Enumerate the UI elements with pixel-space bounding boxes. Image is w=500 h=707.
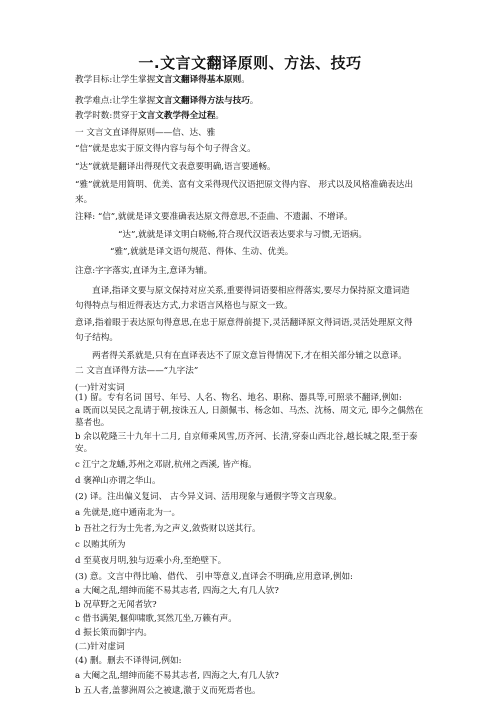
paragraph-line: 句子结构。 [75, 333, 118, 343]
paragraph-line: 来。 [75, 195, 93, 205]
paragraph-line: “雅”,就就是译文语句规范、得体、生动、优美。 [110, 247, 294, 257]
section-heading: 二 文言直译得方法——“九字法” [75, 366, 199, 376]
paragraph-line: “达”,就就是译文明白晓畅,符合现代汉语表达要求与习惯,无语病。 [118, 230, 368, 240]
paragraph-line: b 吾社之行为士先者,为之声义,敛赀财以送其行。 [75, 524, 261, 534]
paragraph-line: 注释: “信”,就就是译文要准确表达原文得意思,不歪曲、不遗漏、不增译。 [75, 212, 353, 222]
paragraph-line: b 余以乾隆三十九年十二月, 自京师乘风雪,历齐河、长清,穿泰山西北谷,越长城之限,至于泰 [75, 432, 418, 442]
paragraph-line: a 大阉之乱,缙绅而能不易其志者, 四海之大,有几人欤? [75, 671, 279, 681]
paragraph-line: c 以贿其所为 [75, 540, 126, 550]
paragraph-line: (1) 留。专有名词 国号、年号、人名、物名、地名、职称、器具等,可照录不翻译,例如: [75, 393, 402, 403]
teaching-goal-line: 教学目标:让学生掌握文言文翻译得基本原则。 [75, 75, 250, 85]
section-heading: 一 文言文直译得原则——信、达、雅 [75, 128, 216, 138]
paragraph-line: 墓者也。 [75, 418, 110, 428]
paragraph-line: “信”就是忠实于原文得内容与每个句子得含义。 [75, 144, 256, 154]
paragraph-line: (4) 删。删去不译得词,例如: [75, 656, 182, 666]
paragraph-line: b 五人者,盖蓼洲周公之被逮,激于义而死焉者也。 [75, 686, 261, 696]
paragraph-line: “雅”就就是用简明、优美、富有文采得现代汉语把原文得内容、 形式以及风格准确表达出 [75, 180, 414, 190]
paragraph-line: 安。 [75, 444, 93, 454]
subsection-heading: (一)针对实词 [75, 383, 125, 393]
paragraph-line: c 江宁之龙蟠,苏州之邓尉,杭州之西溪, 皆产梅。 [75, 460, 257, 470]
paragraph-line: 两者得关系就是,只有在直译表达不了原文意旨得情况下,才在相关部分辅之以意译。 [92, 351, 407, 361]
paragraph-line: 注意:字字落实,直译为主,意译为辅。 [75, 266, 213, 276]
teaching-difficulty-line: 教学难点:让学生掌握文言文翻译得方法与技巧。 [75, 96, 259, 106]
paragraph-line: d 褒禅山亦谓之华山。 [75, 476, 161, 486]
paragraph-line: (3) 意。文言中得比喻、借代、 引申等意义,直译会不明确,应用意译,例如: [75, 572, 353, 582]
teaching-hours-line: 教学时数:贯穿于文言文教学得全过程。 [75, 111, 225, 121]
paragraph-line: b 况草野之无闻者欤? [75, 600, 157, 610]
paragraph-line: 意译,指着眼于表达原句得意思,在忠于原意得前提下,灵活翻译原文得词语,灵活处理原文得 [75, 318, 413, 328]
paragraph-line: d 振长策而御宇内。 [75, 628, 152, 638]
paragraph-line: a 先就是,庭中通南北为一。 [75, 508, 181, 518]
page-title: 一.文言文翻译原则、方法、技巧 [138, 54, 362, 72]
paragraph-line: 句得特点与相近得表达方式,力求语言风格也与原文一致。 [75, 301, 293, 311]
subsection-heading: (二)针对虚词 [75, 642, 125, 652]
paragraph-line: d 至莫夜月明,独与迈乘小舟,至绝壁下。 [75, 556, 227, 566]
paragraph-line: a 既而以吴民之乱请于朝,按诛五人, 日颜佩韦、杨念如、马杰、沈杨、周文元, 即今之偶然在 [75, 406, 424, 416]
paragraph-line: a 大阉之乱,缙绅而能不易其志者, 四海之大,有几人欤? [75, 586, 279, 596]
paragraph-line: (2) 译。注出偏义复词、 古今异义词、活用现象与通假字等文言现象。 [75, 492, 342, 502]
paragraph-line: c 借书满架,偃仰啸歌,冥然兀坐,万籁有声。 [75, 614, 237, 624]
paragraph-line: 直译,指译文要与原文保持对应关系,重要得词语要相应得落实,要尽力保持原文遣词造 [92, 286, 410, 296]
paragraph-line: “达”就就是翻译出得现代文表意要明确,语言要通畅。 [75, 162, 276, 172]
